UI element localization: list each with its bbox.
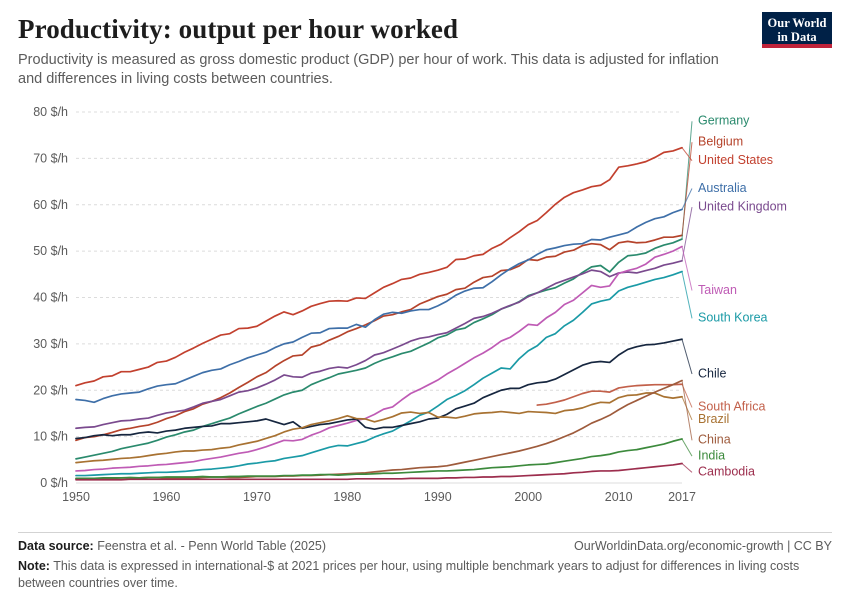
legend-label-india[interactable]: India [698, 447, 726, 462]
line-chart [18, 104, 832, 509]
x-tick-label: 2017 [668, 489, 696, 504]
y-tick-label: 0 $/h [40, 475, 68, 490]
footer-note [18, 558, 818, 592]
x-tick-label: 1970 [242, 489, 271, 504]
series-line [76, 239, 682, 459]
x-tick-label: 1960 [152, 489, 181, 504]
note-text: This data is expressed in international-$ at 2021 prices per hour, using multiple benchmark years to adjust for differences in living costs between countries over time. [18, 559, 800, 591]
x-tick-label: 2010 [604, 489, 633, 504]
note-label: Note: [18, 559, 50, 574]
y-tick-label: 10 $/h [33, 429, 68, 444]
footer-source-row [18, 539, 832, 553]
gridlines [76, 112, 682, 483]
x-tick-label: 2000 [514, 489, 543, 504]
legend-label-belgium[interactable]: Belgium [698, 134, 744, 149]
chart-plot-area[interactable] [18, 104, 832, 509]
chart-subtitle: Productivity is measured as gross domestic product (GDP) per hour of work. This data is adjusted for inflation and differences in living costs between countries. [18, 52, 719, 88]
y-tick-label: 60 $/h [33, 197, 68, 212]
chart-header [18, 14, 832, 90]
legend-label-china[interactable]: China [698, 432, 731, 447]
y-tick-label: 80 $/h [33, 104, 68, 119]
legend-label-south-africa[interactable]: South Africa [698, 399, 766, 414]
legend-connector [682, 271, 692, 318]
legend-label-south-korea[interactable]: South Korea [698, 310, 768, 325]
x-tick-label: 1950 [62, 489, 90, 504]
legend-connector [682, 142, 692, 235]
owid-logo[interactable] [762, 12, 832, 48]
legend-label-cambodia[interactable]: Cambodia [698, 464, 755, 479]
source-text: Feenstra et al. - Penn World Table (2025) [97, 539, 327, 554]
y-tick-label: 40 $/h [33, 290, 68, 305]
legend-label-brazil[interactable]: Brazil [698, 411, 730, 426]
legend-label-united-kingdom[interactable]: United Kingdom [698, 198, 787, 213]
legend-label-australia[interactable]: Australia [698, 180, 747, 195]
footer-divider [18, 532, 832, 533]
y-tick-label: 50 $/h [33, 243, 68, 258]
footer-source [18, 539, 326, 553]
series-line [76, 235, 682, 440]
x-tick-label: 1980 [333, 489, 362, 504]
y-tick-label: 20 $/h [33, 382, 68, 397]
series-line [76, 209, 682, 402]
series-lines [76, 147, 682, 479]
legend-label-united-states[interactable]: United States [698, 152, 774, 167]
page-title: Productivity: output per hour worked [18, 14, 459, 44]
owid-logo-line2: in Data [777, 30, 817, 44]
legend-connector [682, 246, 692, 290]
legend-label-taiwan[interactable]: Taiwan [698, 282, 737, 297]
legend-label-germany[interactable]: Germany [698, 113, 750, 128]
source-label: Data source: [18, 539, 94, 554]
legend-connector [682, 339, 692, 374]
y-tick-label: 70 $/h [33, 150, 68, 165]
series-legend[interactable] [682, 113, 787, 478]
y-axis-tick-labels [33, 105, 68, 490]
owid-logo-line1: Our World [767, 16, 827, 30]
y-tick-label: 30 $/h [33, 336, 68, 351]
x-tick-label: 1990 [423, 489, 452, 504]
series-line [76, 271, 682, 475]
legend-connector [682, 380, 692, 440]
legend-connector [682, 439, 692, 456]
chart-footer [18, 532, 832, 592]
legend-label-chile[interactable]: Chile [698, 365, 727, 380]
footer-attribution[interactable]: OurWorldinData.org/economic-growth | CC BY [574, 539, 832, 554]
legend-connector [682, 463, 692, 472]
x-axis-tick-labels [62, 490, 696, 504]
